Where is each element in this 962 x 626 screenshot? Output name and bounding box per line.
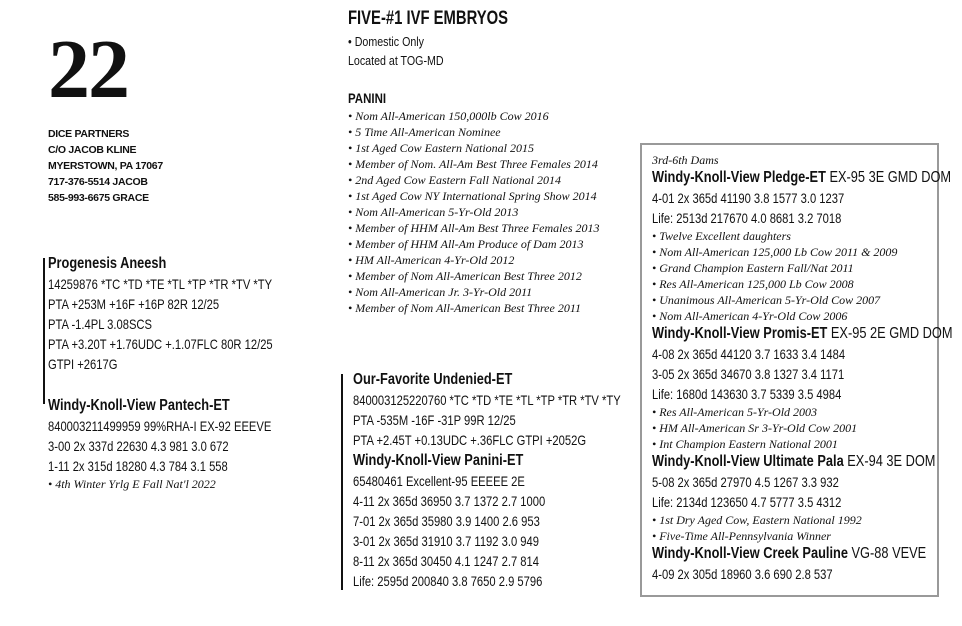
- third-dam-note: • Grand Champion Eastern Fall/Nat 2011: [652, 261, 854, 275]
- fifth-dam-name: [652, 452, 953, 472]
- third-dam-note: • Nom All-American 4-Yr-Old Cow 2006: [652, 309, 848, 323]
- embryo-dam-note: • 4th Winter Yrlg E Fall Nat'l 2022: [48, 477, 216, 491]
- achievement-item: • Nom All-American 5-Yr-Old 2013: [348, 205, 519, 219]
- third-dam-classification: EX-95 3E GMD DOM: [825, 169, 952, 186]
- achievement-item: • 1st Aged Cow Eastern National 2015: [348, 141, 534, 155]
- third-dam-line: 4-01 2x 365d 41190 3.8 1577 3.0 1237: [652, 190, 845, 206]
- panini-achievement-list: [348, 108, 599, 316]
- achievement-item: • Member of HHM All-Am Best Three Females 2013: [348, 221, 600, 235]
- offering-note-location: Located at TOG-MD: [348, 53, 444, 68]
- achievement-item: • 1st Aged Cow NY International Spring Show 2014: [348, 189, 597, 203]
- fourth-dam-line: Life: 1680d 143630 3.7 5339 3.5 4984: [652, 386, 842, 402]
- sire-of-dam-line: PTA +3.20T +1.76UDC +.1.07FLC 80R 12/25: [48, 336, 273, 352]
- consignor-phone-2: 585-993-6675 GRACE: [48, 192, 149, 204]
- dams-box-content: [652, 152, 962, 584]
- fourth-dam-line: 4-08 2x 365d 44120 3.7 1633 3.4 1484: [652, 346, 846, 362]
- fourth-dam-line: 3-05 2x 365d 34670 3.8 1327 3.4 1171: [652, 366, 845, 382]
- embryo-dam-line: 3-00 2x 337d 22630 4.3 981 3.0 672: [48, 438, 229, 454]
- sixth-dam-name-text: Windy-Knoll-View Creek Pauline: [652, 545, 848, 562]
- achievement-item: • Nom All-American 150,000lb Cow 2016: [348, 109, 549, 123]
- fourth-dam-note: • HM All-American Sr 3-Yr-Old Cow 2001: [652, 421, 858, 435]
- sire-of-dam-name: Progenesis Aneesh: [48, 255, 167, 272]
- consignor-name: DICE PARTNERS: [48, 128, 130, 140]
- achievement-item: • Member of Nom All-American Best Three 2012: [348, 269, 582, 283]
- sire-of-dam-block: [48, 254, 329, 374]
- fourth-dam-name: [652, 324, 953, 344]
- sixth-dam-classification: VG-88 VEVE: [847, 545, 927, 562]
- achievement-item: • 2nd Aged Cow Eastern Fall National 2014: [348, 173, 561, 187]
- sire-line: PTA -535M -16F -31P 99R 12/25: [353, 412, 516, 428]
- offering-title: FIVE-#1 IVF EMBRYOS: [348, 8, 509, 29]
- third-dam-note: • Nom All-American 125,000 Lb Cow 2011 & 2009: [652, 245, 898, 259]
- third-dam-note: • Twelve Excellent daughters: [652, 229, 791, 243]
- sixth-dam-line: 4-09 2x 305d 18960 3.6 690 2.8 537: [652, 566, 833, 582]
- offering-note-domestic: • Domestic Only: [348, 34, 425, 49]
- sire-of-dam-line: PTA +253M +16F +16P 82R 12/25: [48, 296, 220, 312]
- consignor-care-of: C/O JACOB KLINE: [48, 144, 137, 156]
- fifth-dam-classification: EX-94 3E DOM: [843, 453, 936, 470]
- embryo-dam-line: 840003211499959 99%RHA-I EX-92 EEEVE: [48, 418, 272, 434]
- third-dam-name: [652, 168, 953, 188]
- achievement-item: • HM All-American 4-Yr-Old 2012: [348, 253, 515, 267]
- consignor-block: [48, 126, 163, 206]
- dam-line: 65480461 Excellent-95 EEEEE 2E: [353, 473, 525, 489]
- sire-of-dam-line: GTPI +2617G: [48, 356, 118, 372]
- third-dam-note: • Res All-American 125,000 Lb Cow 2008: [652, 277, 854, 291]
- consignor-phone-1: 717-376-5514 JACOB: [48, 176, 148, 188]
- achievement-item: • Member of Nom. All-Am Best Three Females 2014: [348, 157, 598, 171]
- achievement-item: • Member of Nom All-American Best Three 2011: [348, 301, 581, 315]
- sire-name: Our-Favorite Undenied-ET: [353, 371, 513, 388]
- dams-box-label: 3rd-6th Dams: [652, 153, 719, 167]
- dam-name: Windy-Knoll-View Panini-ET: [353, 452, 524, 469]
- fifth-dam-line: 5-08 2x 365d 27970 4.5 1267 3.3 932: [652, 474, 839, 490]
- dam-block: [353, 451, 593, 591]
- dam-line: 3-01 2x 365d 31910 3.7 1192 3.0 949: [353, 533, 539, 549]
- embryo-dam-line: 1-11 2x 315d 18280 4.3 784 3.1 558: [48, 458, 228, 474]
- panini-header: PANINI: [348, 90, 387, 106]
- sire-line: 840003125220760 *TC *TD *TE *TL *TP *TR *TV *TY: [353, 392, 621, 408]
- sixth-dam-name: [652, 544, 953, 564]
- consignor-address: MYERSTOWN, PA 17067: [48, 160, 163, 172]
- dam-line: Life: 2595d 200840 3.8 7650 2.9 5796: [353, 573, 543, 589]
- embryo-dam-name: Windy-Knoll-View Pantech-ET: [48, 397, 230, 414]
- fifth-dam-note: • 1st Dry Aged Cow, Eastern National 1992: [652, 513, 862, 527]
- fourth-dam-classification: EX-95 2E GMD DOM: [827, 325, 953, 342]
- achievement-item: • 5 Time All-American Nominee: [348, 125, 501, 139]
- achievement-item: • Member of HHM All-Am Produce of Dam 2013: [348, 237, 584, 251]
- embryo-dam-block: [48, 396, 327, 492]
- dam-line: 7-01 2x 365d 35980 3.9 1400 2.6 953: [353, 513, 540, 529]
- fourth-dam-note: • Res All-American 5-Yr-Old 2003: [652, 405, 818, 419]
- dam-line: 8-11 2x 365d 30450 4.1 1247 2.7 814: [353, 553, 539, 569]
- pedigree-bracket-line: [43, 258, 45, 404]
- fifth-dam-note: • Five-Time All-Pennsylvania Winner: [652, 529, 831, 543]
- achievement-item: • Nom All-American Jr. 3-Yr-Old 2011: [348, 285, 533, 299]
- third-dam-name-text: Windy-Knoll-View Pledge-ET: [652, 169, 826, 186]
- fourth-dam-name-text: Windy-Knoll-View Promis-ET: [652, 325, 828, 342]
- fourth-dam-note: • Int Champion Eastern National 2001: [652, 437, 838, 451]
- sire-line: PTA +2.45T +0.13UDC +.36FLC GTPI +2052G: [353, 432, 587, 448]
- fifth-dam-line: Life: 2134d 123650 4.7 5777 3.5 4312: [652, 494, 842, 510]
- third-dam-note: • Unanimous All-American 5-Yr-Old Cow 2007: [652, 293, 881, 307]
- sire-of-dam-line: PTA -1.4PL 3.08SCS: [48, 316, 152, 332]
- sire-block: [353, 370, 688, 450]
- dam-line: 4-11 2x 365d 36950 3.7 1372 2.7 1000: [353, 493, 546, 509]
- lot-number: 22: [48, 23, 128, 116]
- fifth-dam-name-text: Windy-Knoll-View Ultimate Pala: [652, 453, 844, 470]
- middle-bracket-line: [341, 374, 343, 590]
- sire-of-dam-line: 14259876 *TC *TD *TE *TL *TP *TR *TV *TY: [48, 276, 273, 292]
- third-dam-line: Life: 2513d 217670 4.0 8681 3.2 7018: [652, 210, 842, 226]
